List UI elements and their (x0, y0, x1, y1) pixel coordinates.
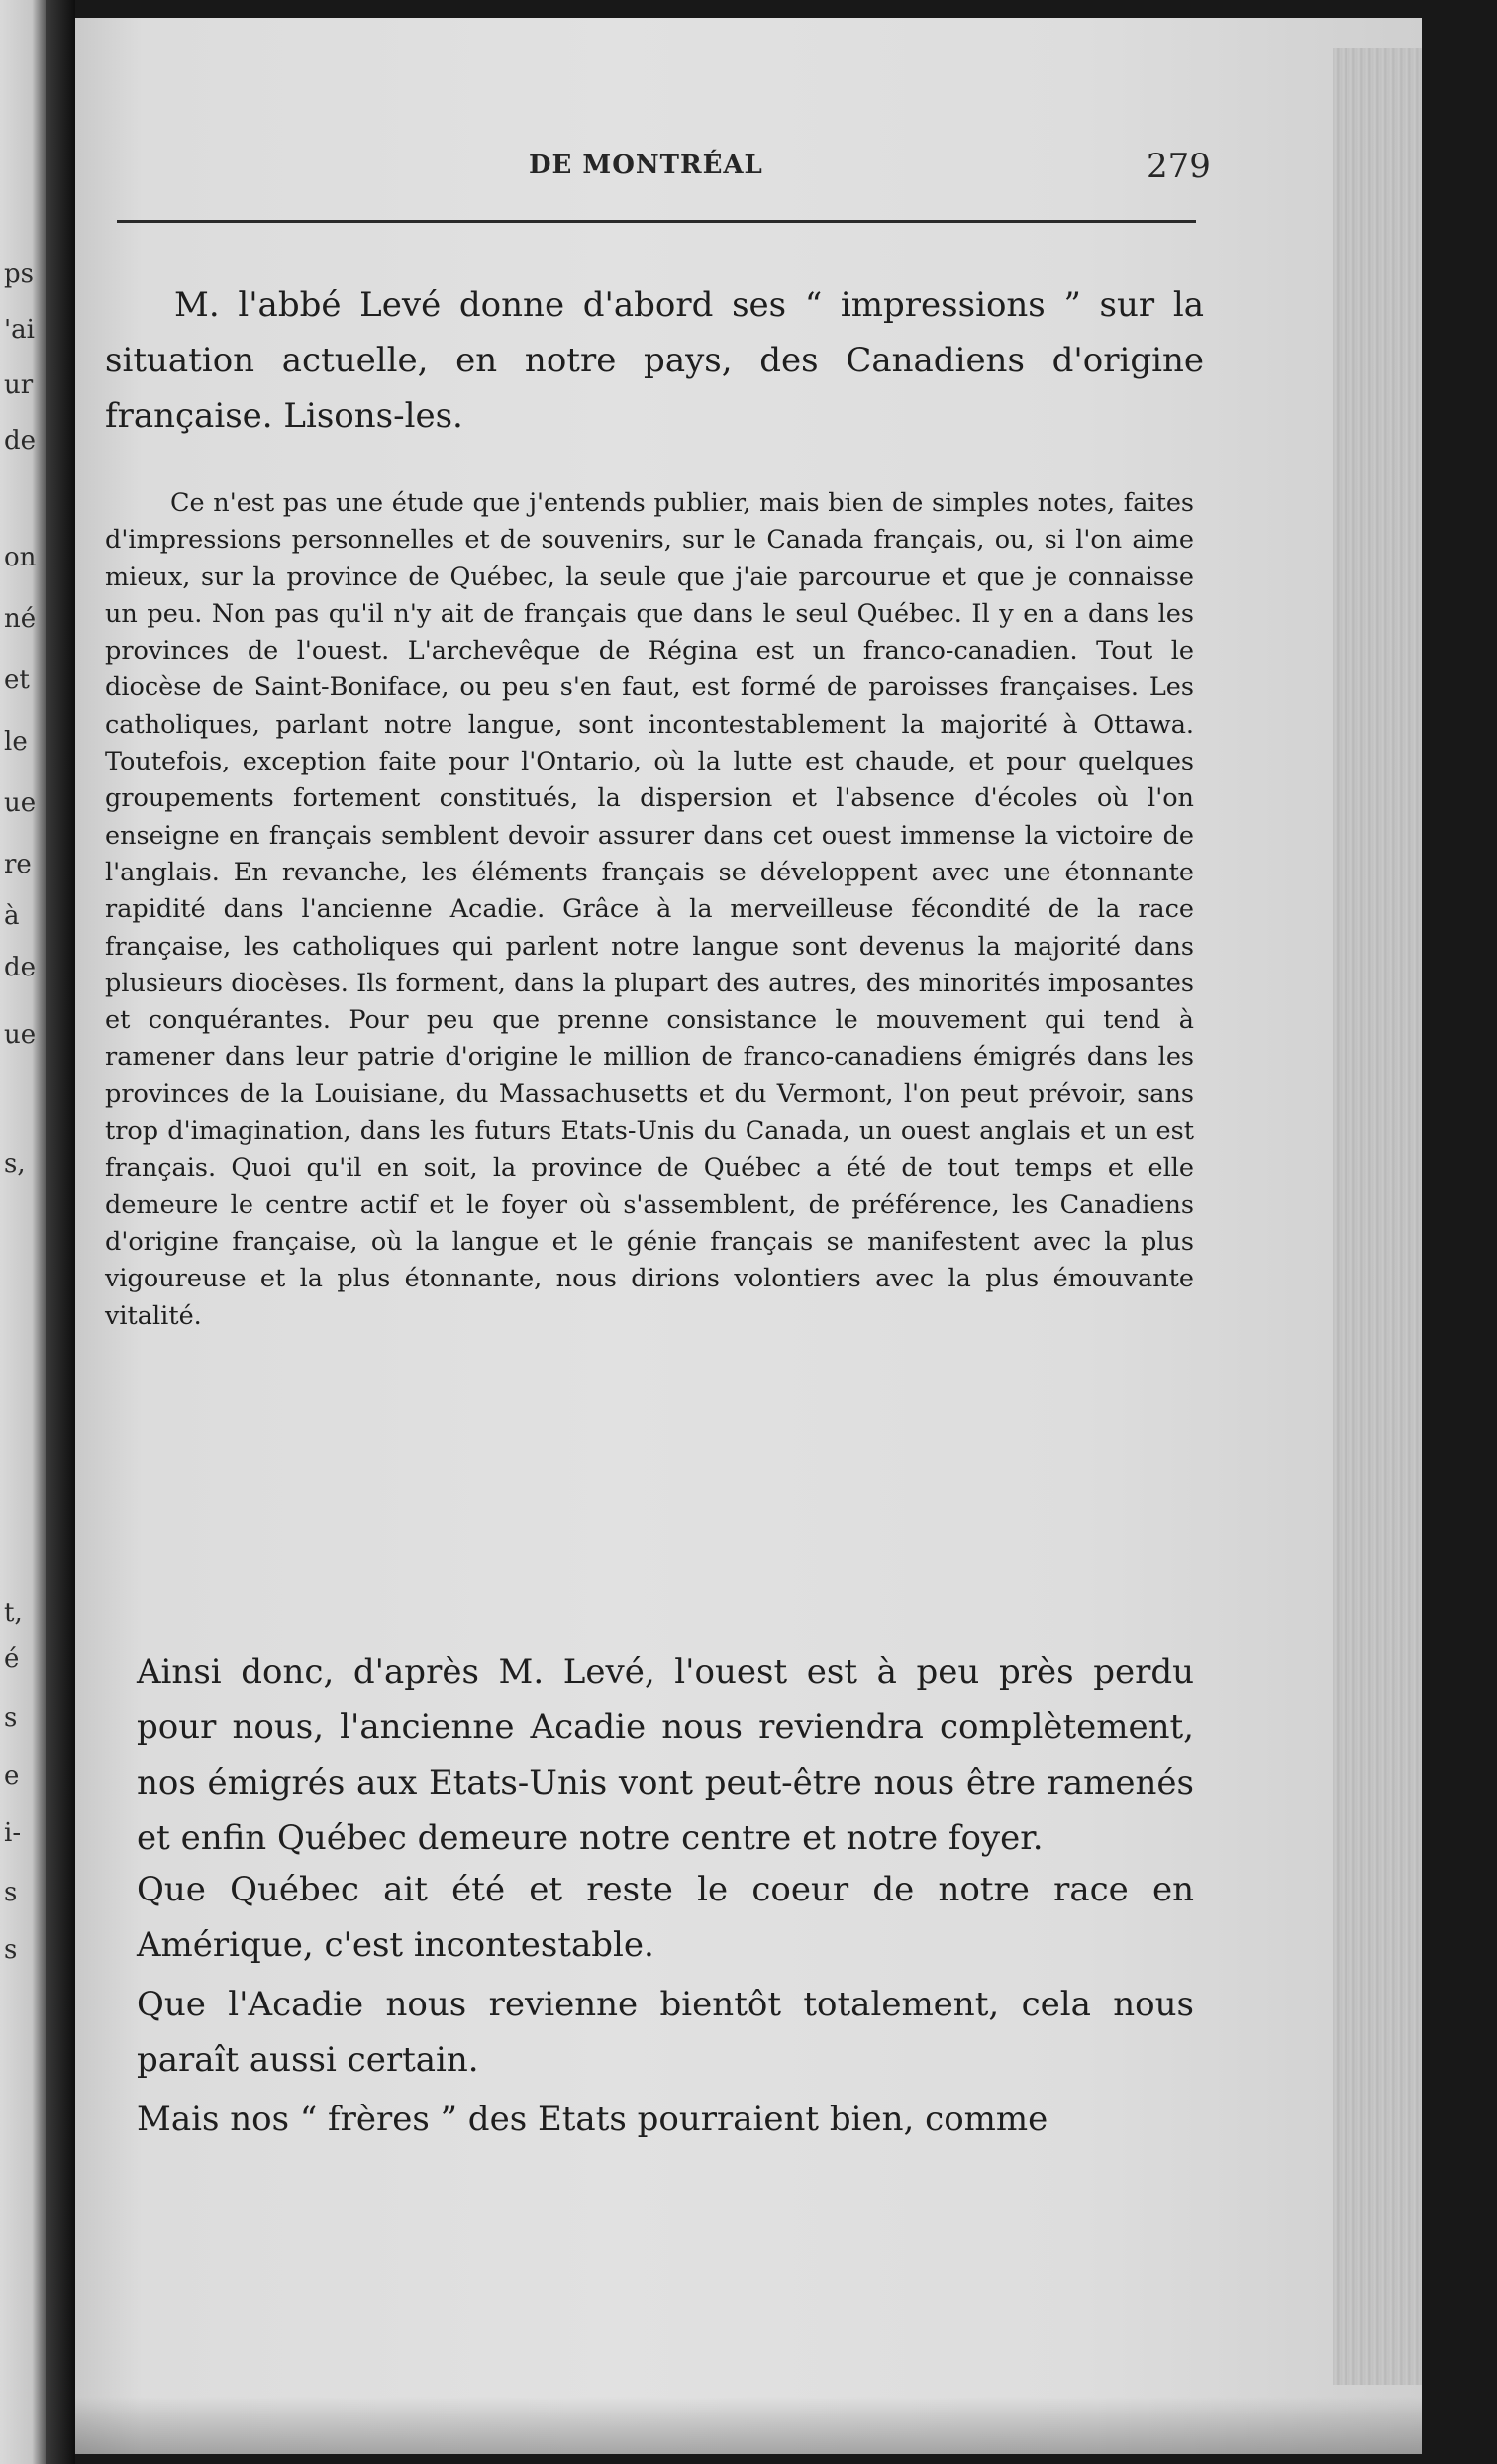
quebec-paragraph: Que Québec ait été et reste le coeur de notre race en Amérique, c'est incontestable. (137, 1870, 1194, 1965)
page-number: 279 (1147, 147, 1211, 186)
left-page-fragment: é (4, 1644, 20, 1674)
freres-paragraph: Mais nos “ frères ” des Etats pourraient bien, comme (137, 2100, 1048, 2139)
left-page-fragment: 'ai (4, 315, 35, 345)
book-gutter (46, 0, 75, 2464)
block-quote: Ce n'est pas une étude que j'entends publier, mais bien de simples notes, faites d'impressions personnelles et de souvenirs, sur le Canada français, ou, si l'on aime mieux, sur la province de Québec, la seule que j'aie parcourue et que je connaisse un peu. Non pas qu'il n'y ait de français que dans le seul Québec. Il y en a dans les provinces de l'ouest. L'archevêque de Régina est un franco-canadien. Tout le diocèse de Saint-Boniface, ou peu s'en faut, est formé de paroisses françaises. Les catholiques, parlant notre langue, sont incontestablement la majorité à Ottawa. Toutefois, exception faite pour l'Ontario, où la lutte est chaude, et pour quelques groupements fortement constitués, la dispersion et l'absence d'écoles où l'on enseigne en français semblent devoir assurer dans cet ouest immense la victoire de l'anglais. En revanche, les éléments français se développent avec une étonnante rapidité dans l'ancienne Acadie. Grâce à la merveilleuse fécondité de la race française, les catholiques qui parlent notre langue sont devenus la majorité dans plusieurs diocèses. Ils forment, dans la plupart des autres, des minorités imposantes et conquérantes. Pour peu que prenne consistance le mouvement qui tend à ramener dans leur patrie d'origine le million de franco-canadiens émigrés dans les provinces de la Louisiane, du Massachusetts et du Vermont, l'on peut prévoir, sans trop d'imagination, dans les futurs Etats-Unis du Canada, un ouest anglais et un est français. Quoi qu'il en soit, la province de Québec a été de tout temps et elle demeure le centre actif et le foyer où s'assemblent, de préférence, les Canadiens d'origine française, où la langue et le génie français se manifestent avec la plus vigoureuse et la plus étonnante, nous dirions volontiers avec la plus émouvante vitalité. (105, 488, 1194, 1331)
left-page-fragment: s, (4, 1149, 26, 1179)
left-page-fragment: et (4, 666, 30, 695)
left-page-fragment: ur (4, 370, 34, 400)
left-page-fragment: i- (4, 1818, 22, 1848)
left-page-fragment: de (4, 953, 37, 982)
running-title: DE MONTRÉAL (529, 151, 763, 180)
left-page-fragment: ps (4, 259, 34, 289)
intro-paragraph: M. l'abbé Levé donne d'abord ses “ impressions ” sur la situation actuelle, en notre pays, des Canadiens d'origine française. Lisons-les. (105, 285, 1204, 436)
left-page-fragment: s (4, 1703, 18, 1733)
page-block-edge (1333, 48, 1422, 2385)
summary-paragraph: Ainsi donc, d'après M. Levé, l'ouest est à peu près perdu pour nous, l'ancienne Acadie nous reviendra complètement, nos émigrés aux Etats-Unis vont peut-être nous être ramenés et enfin Québec demeure notre centre et notre foyer. (137, 1652, 1194, 1858)
left-page-fragment: à (4, 901, 20, 931)
left-page-fragment: le (4, 727, 28, 757)
left-page-fragment: t, (4, 1598, 23, 1628)
left-page-fragment: s (4, 1878, 18, 1907)
bottom-shadow (75, 2397, 1422, 2464)
left-page-fragment: né (4, 604, 37, 634)
left-page-fragment: s (4, 1935, 18, 1965)
left-page-fragment: de (4, 426, 37, 456)
left-page-fragment: e (4, 1761, 20, 1791)
left-page-fragment: re (4, 850, 32, 879)
book-page (75, 18, 1422, 2454)
left-page-fragment: ue (4, 1020, 37, 1050)
acadie-paragraph: Que l'Acadie nous revienne bientôt totalement, cela nous paraît aussi certain. (137, 1985, 1194, 2080)
header-rule (117, 220, 1196, 223)
left-page-fragment: on (4, 543, 37, 572)
left-page-fragment: ue (4, 788, 37, 818)
previous-page-edge (0, 0, 46, 2464)
